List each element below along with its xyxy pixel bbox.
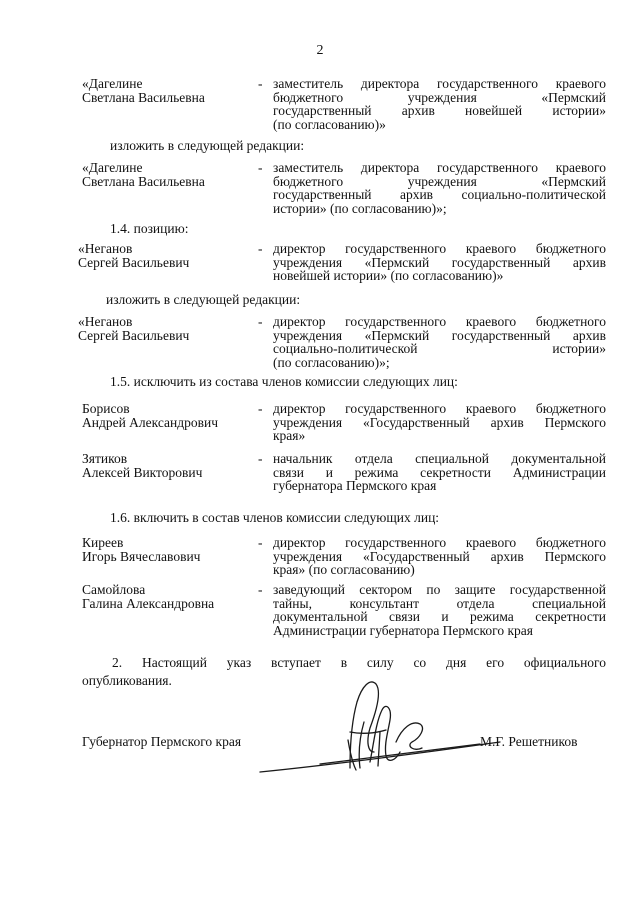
dash: -: [258, 451, 263, 466]
dash: -: [258, 582, 263, 597]
member-position: директор государственного краевого бюджетного учреждения «Пермский государственный архив новейшей истории» (по согласованию)»: [273, 241, 606, 283]
member-name: Самойлова Галина Александровна: [82, 582, 215, 611]
instruction-text: изложить в следующей редакции:: [106, 292, 301, 307]
member-name: Зятиков Алексей Викторович: [82, 451, 203, 480]
member-name: «Дагелине Светлана Васильевна: [82, 160, 205, 189]
dash: -: [258, 314, 263, 329]
member-name: «Неганов Сергей Васильевич: [78, 314, 190, 343]
member-name: Борисов Андрей Александрович: [82, 401, 219, 430]
member-position: начальник отдела специальной документальной связи и режима секретности Администрации губернатора Пермского края: [273, 451, 606, 493]
item-1-6: 1.6. включить в состав членов комиссии следующих лиц:: [110, 510, 440, 525]
member-position: директор государственного краевого бюджетного учреждения «Государственный архив Пермского края»: [273, 401, 606, 443]
item-1-4: 1.4. позицию:: [110, 221, 189, 236]
member-position: заместитель директора государственного краевого бюджетного учреждения «Пермский государственный архив социально-политической истории» (по согласованию)»;: [273, 160, 606, 216]
member-name: «Неганов Сергей Васильевич: [78, 241, 190, 270]
dash: -: [258, 535, 263, 550]
dash: -: [258, 76, 263, 91]
dash: -: [258, 160, 263, 175]
instruction-text: изложить в следующей редакции:: [110, 138, 305, 153]
member-position: директор государственного краевого бюджетного учреждения «Государственный архив Пермского края» (по согласованию): [273, 535, 606, 577]
member-name: Киреев Игорь Вячеславович: [82, 535, 201, 564]
dash: -: [258, 241, 263, 256]
item-1-5: 1.5. исключить из состава членов комиссии следующих лиц:: [110, 374, 458, 389]
member-position: заведующий сектором по защите государственной тайны, консультант отдела специальной документальной связи и режима секретности Администрации губернатора Пермского края: [273, 582, 606, 638]
signatory-name: М.Г. Решетников: [480, 734, 578, 749]
member-position: директор государственного краевого бюджетного учреждения «Пермский государственный архив социально-политической истории» (по согласованию)»;: [273, 314, 606, 370]
signatory-title: Губернатор Пермского края: [82, 734, 242, 749]
member-name: «Дагелине Светлана Васильевна: [82, 76, 205, 105]
page-number: 2: [316, 43, 324, 58]
dash: -: [258, 401, 263, 416]
decree-effective-paragraph: 2. Настоящий указ вступает в силу со дня его официального опубликования.: [82, 655, 606, 688]
member-position: заместитель директора государственного краевого бюджетного учреждения «Пермский государственный архив новейшей истории» (по согласованию)»: [273, 76, 606, 132]
handwritten-signature: [200, 672, 510, 782]
